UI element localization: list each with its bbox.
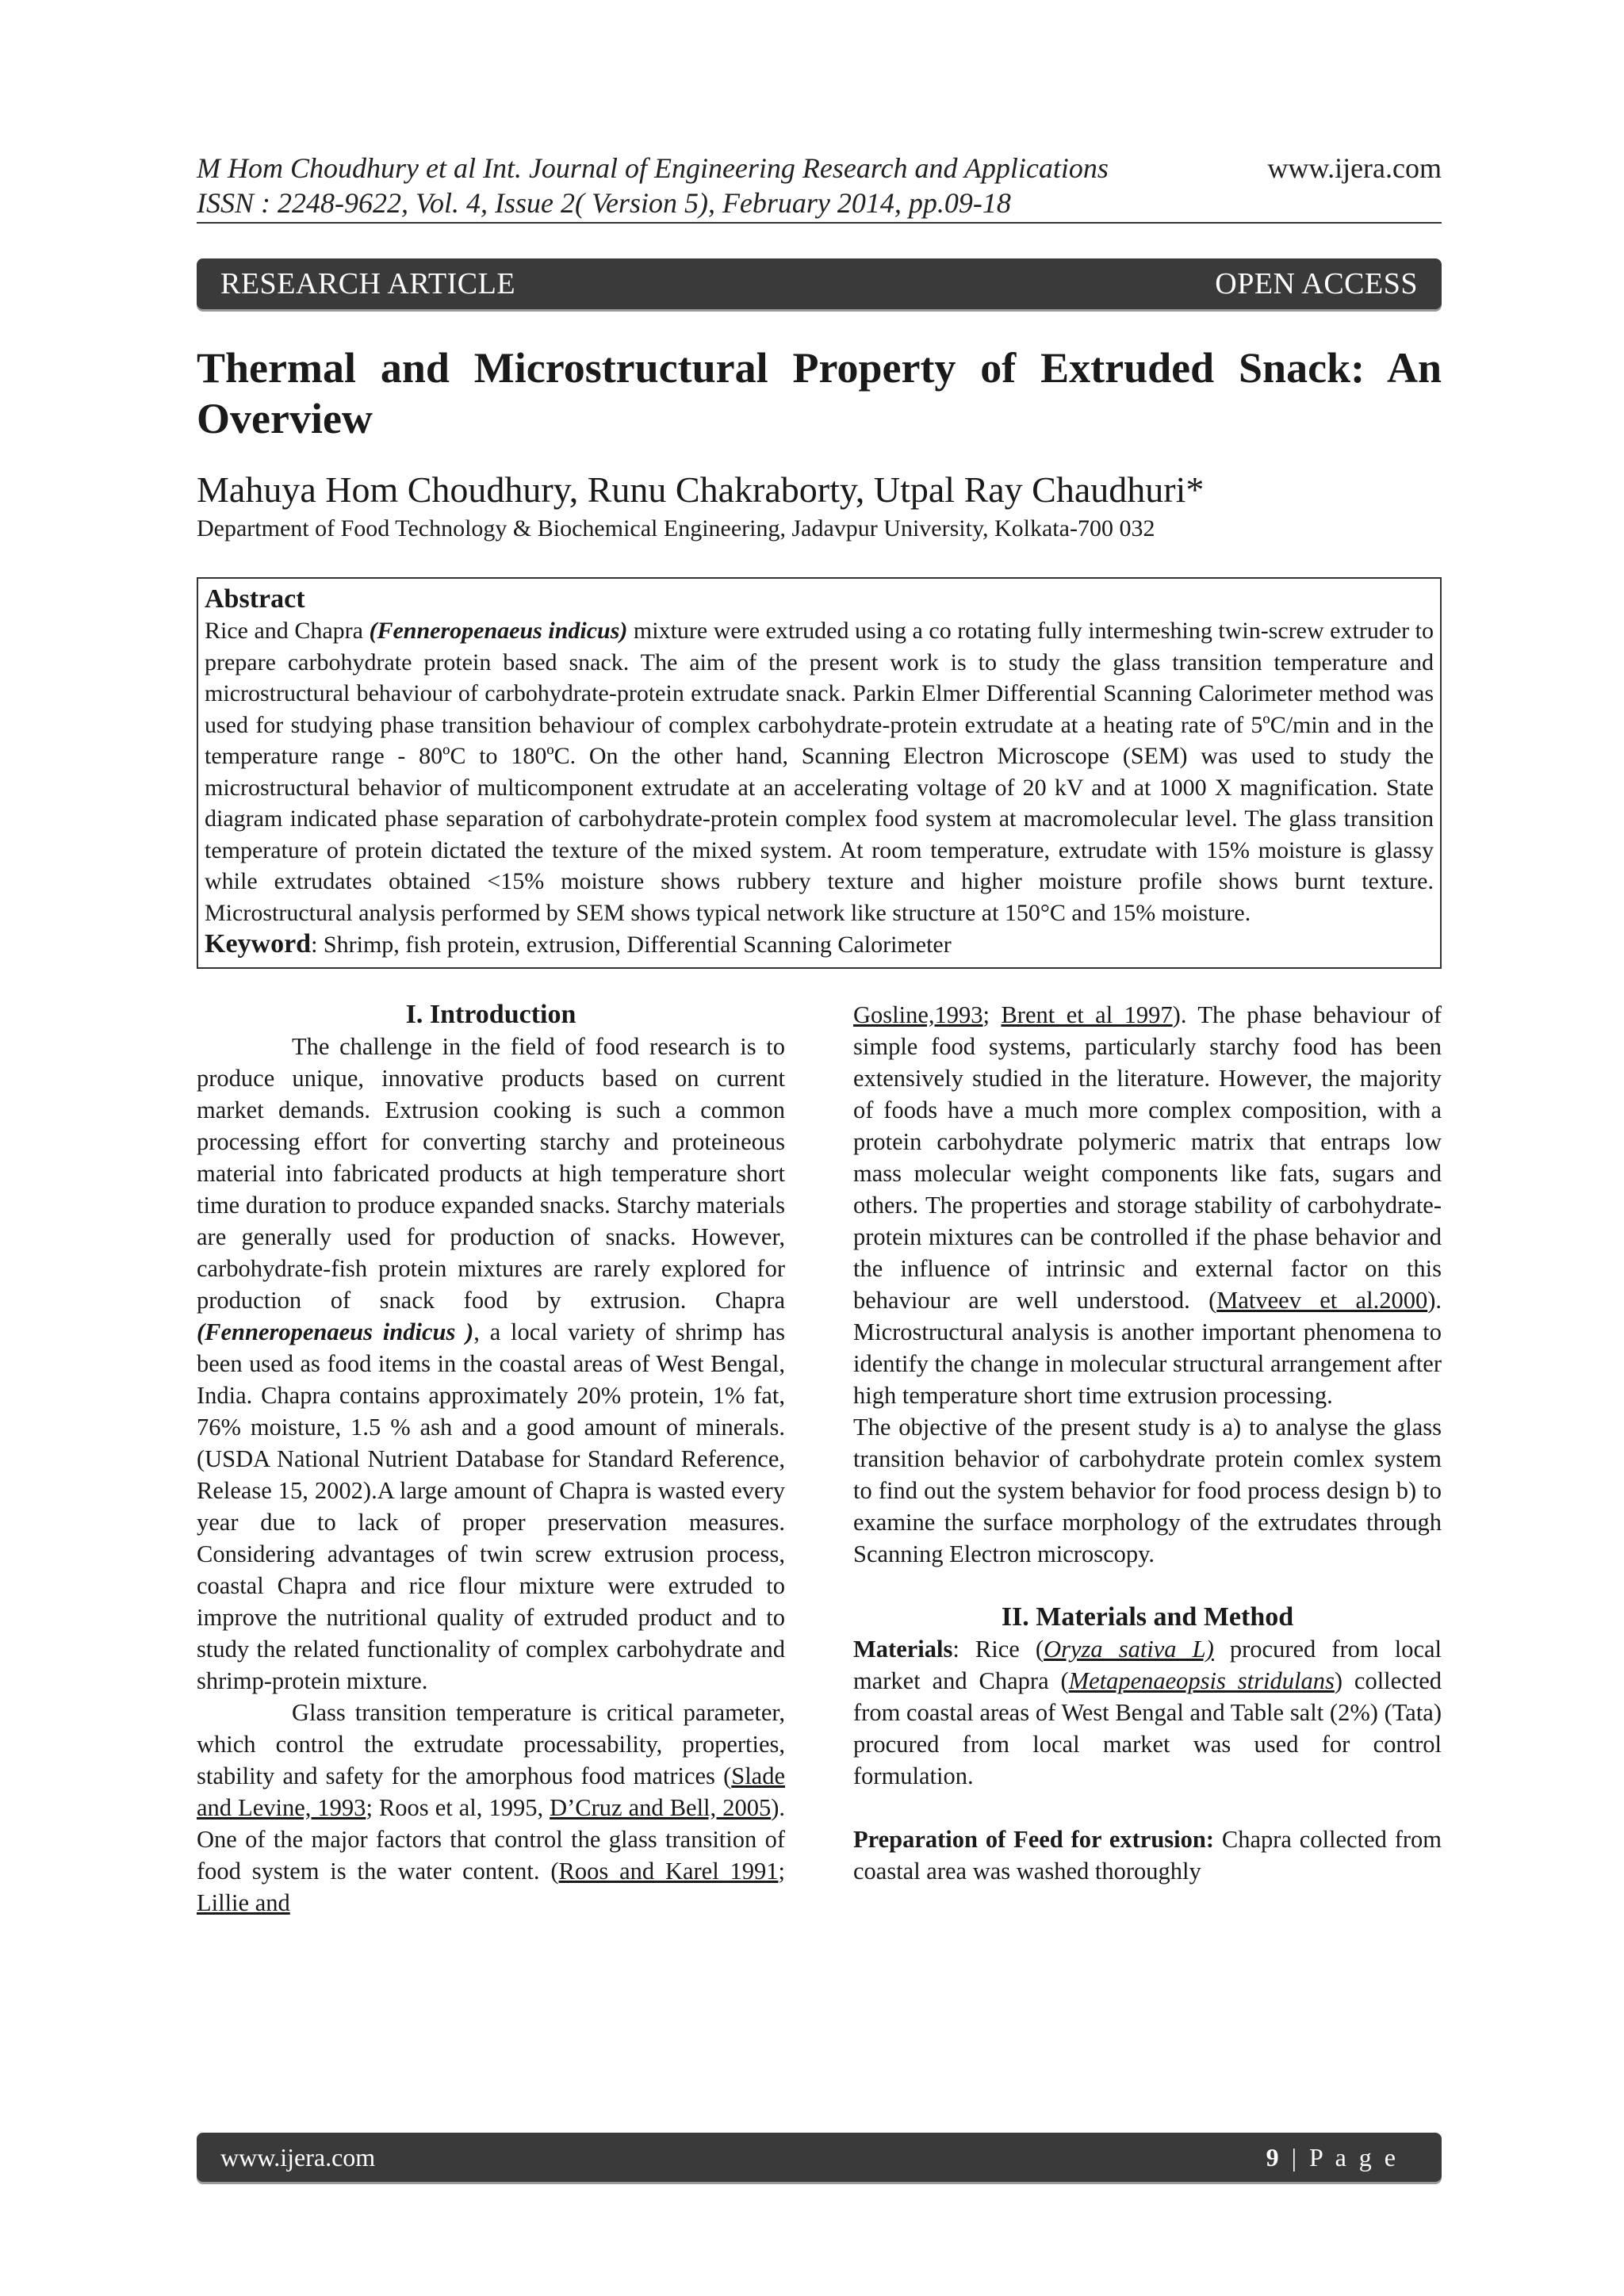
paper-title: Thermal and Microstructural Property of Extruded Snack: An Overview — [197, 344, 1442, 442]
keyword-list: : Shrimp, fish protein, extrusion, Differential Scanning Calorimeter — [311, 932, 952, 958]
citation-link[interactable]: Brent et al 1997 — [1001, 1001, 1173, 1028]
intro-paragraph-2: Glass transition temperature is critical parameter, which control the extrudate processability, properties, stability and safety for the amorphous food matrices (Slade and Levine, 1993; Roos et al, 1995, D’Cruz and Bell, 2005). One of the major factors that control the glass transition of food system is the water content. (Roos and Karel 1991; Lillie and — [197, 1699, 785, 1916]
section-heading-introduction: I. Introduction — [405, 1000, 576, 1029]
objective-paragraph: The objective of the present study is a) to analyse the glass transition behavior of carbohydrate protein comlex system to find out the system behavior for food process design b) to examine the surface morphology of the extrudates through Scanning Electron microscopy. — [853, 1414, 1442, 1567]
abstract-heading: Abstract — [205, 584, 305, 614]
intro-paragraph-continued: Gosline,1993; Brent et al 1997). The phase behaviour of simple food systems, particularly starchy food has been extensively studied in the literature. However, the majority of foods have a much more complex composition, with a protein carbohydrate polymeric matrix that entraps low mass molecular weight components like fats, sugars and others. The properties and storage stability of carbohydrate-protein mixtures can be controlled if the phase behavior and the influence of intrinsic and external factor on this behaviour are well understood. (Matveev et al.2000). Microstructural analysis is another important phenomena to identify the change in molecular structural arrangement after high temperature short time extrusion processing. — [853, 1001, 1442, 1409]
citation-link[interactable]: Roos and Karel 1991 — [558, 1858, 779, 1885]
affiliation: Department of Food Technology & Biochemical Engineering, Jadavpur University, Kolkata-700 032 — [197, 515, 1155, 541]
section-heading-materials: II. Materials and Method — [1001, 1602, 1294, 1632]
footer-site-link[interactable]: www.ijera.com — [220, 2142, 376, 2172]
materials-paragraph: Materials: Rice (Oryza sativa L) procured from local market and Chapra (Metapenaeopsis stridulans) collected from coastal areas of West Bengal and Table salt (2%) (Tata) procured from local market was used for control formulation. — [853, 1636, 1442, 1789]
journal-line-2: ISSN : 2248-9622, Vol. 4, Issue 2( Version 5), February 2014, pp.09-18 — [197, 187, 1011, 219]
citation-link[interactable]: D’Cruz and Bell, 2005 — [550, 1794, 772, 1821]
right-column — [853, 999, 1442, 1919]
page-footer — [197, 2133, 1442, 2182]
left-column — [197, 999, 785, 1919]
preparation-paragraph: Preparation of Feed for extrusion: Chapra collected from coastal area was washed thoroughly — [853, 1826, 1442, 1885]
intro-paragraph-1: The challenge in the field of food research is to produce unique, innovative products based on current market demands. Extrusion cooking is such a common processing effort for converting starchy and proteineous material into fabricated products at high temperature short time duration to produce expanded snacks. Starchy materials are generally used for production of snacks. However, carbohydrate-fish protein mixtures are rarely explored for production of snack food by extrusion. Chapra (Fenneropenaeus indicus ), a local variety of shrimp has been used as food items in the coastal areas of West Bengal, India. Chapra contains approximately 20% protein, 1% fat, 76% moisture, 1.5 % ash and a good amount of minerals. (USDA National Nutrient Database for Standard Reference, Release 15, 2002).A large amount of Chapra is wasted every year due to lack of proper preservation measures. Considering advantages of twin screw extrusion process, coastal Chapra and rice flour mixture were extruded to improve the nutritional quality of extruded product and to study the related functionality of complex carbohydrate and shrimp-protein mixture. — [197, 1033, 785, 1694]
banner-research-article: RESEARCH ARTICLE — [220, 267, 516, 300]
page-number: 9 | P a g e — [1266, 2142, 1399, 2172]
body-columns — [197, 999, 1442, 1919]
journal-site-link[interactable]: www.ijera.com — [1267, 152, 1442, 184]
page — [197, 151, 1442, 1919]
running-header — [197, 151, 1442, 220]
abstract-text: Rice and Chapra (Fenneropenaeus indicus) mixture were extruded using a co rotating fully intermeshing twin-screw extruder to prepare carbohydrate protein based snack. The aim of the present work is to study the glass transition temperature and microstructural behaviour of carbohydrate-protein extrudate snack. Parkin Elmer Differential Scanning Calorimeter method was used for studying phase transition behaviour of complex carbohydrate-protein extrudate at a heating rate of 5ºC/min and in the temperature range - 80ºC to 180ºC. On the other hand, Scanning Electron Microscope (SEM) was used to study the microstructural behavior of multicomponent extrudate at an accelerating voltage of 20 kV and at 1000 X magnification. State diagram indicated phase separation of carbohydrate-protein complex food system at macromolecular level. The glass transition temperature of protein dictated the texture of the mixed system. At room temperature, extrudate with 15% moisture is glassy while extrudates obtained <15% moisture shows rubbery texture and higher moisture profile shows burnt texture. Microstructural analysis performed by SEM shows typical network like structure at 150°C and 15% moisture. — [205, 618, 1434, 926]
citation-link[interactable]: Lillie and — [197, 1889, 290, 1916]
banner-open-access: OPEN ACCESS — [1215, 267, 1418, 300]
journal-line-1: M Hom Choudhury et al Int. Journal of Engineering Research and Applications — [197, 152, 1109, 184]
header-rule — [197, 222, 1442, 224]
authors: Mahuya Hom Choudhury, Runu Chakraborty, Utpal Ray Chaudhuri* — [197, 469, 1205, 510]
abstract-box — [197, 577, 1442, 969]
article-banner — [197, 258, 1442, 309]
citation-link[interactable]: Gosline,1993 — [853, 1001, 983, 1028]
keyword-label: Keyword — [205, 929, 312, 959]
keywords — [205, 928, 1434, 961]
citation-link[interactable]: Matveev et al.2000 — [1216, 1287, 1428, 1314]
abstract-species: (Fenneropenaeus indicus) — [369, 618, 628, 644]
citation-link[interactable]: Slade and Levine, 1993 — [197, 1762, 785, 1821]
